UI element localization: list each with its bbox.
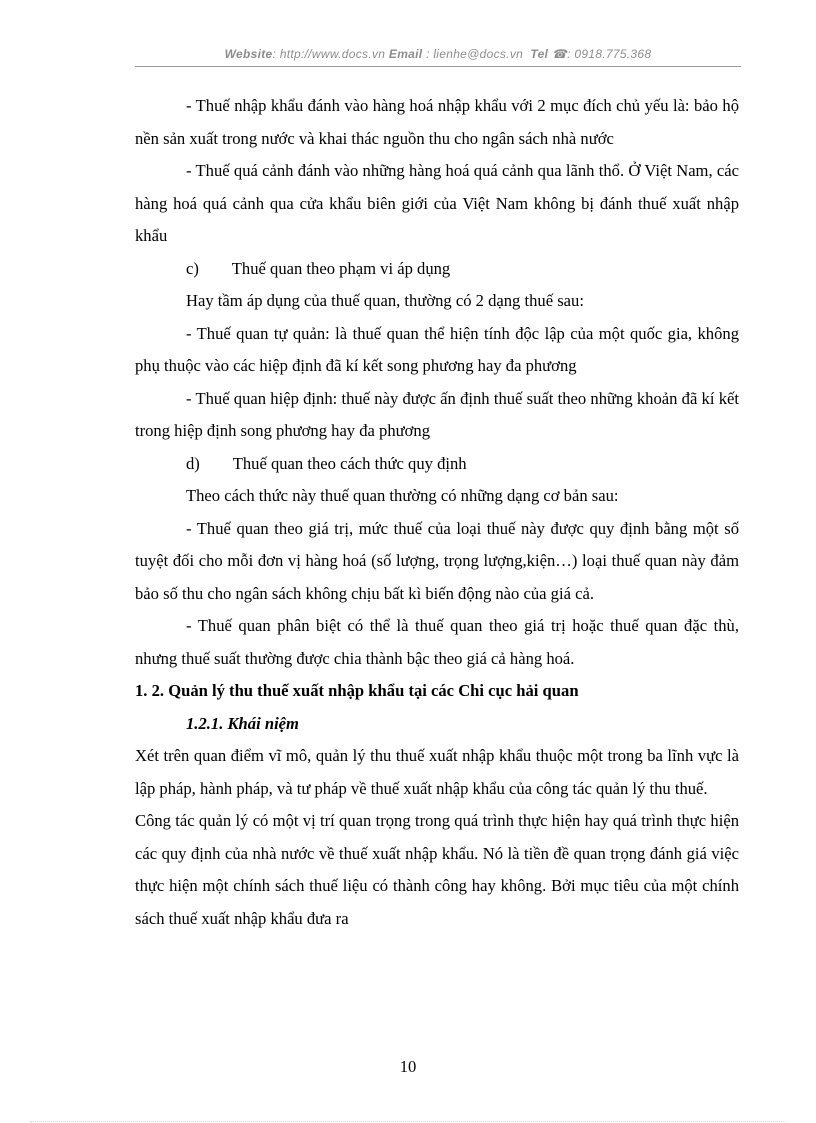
phone-icon: ☎ xyxy=(551,47,568,61)
paragraph: Công tác quản lý có một vị trí quan trọng trong quá trình thực hiện hay quá trình thực hiện các quy định của nhà nước về thuế xuất nhập khẩu. Nó là tiền đề quan trọng đánh giá việc thực hiện một chính sách thuế liệu có thành công hay không. Bởi mục tiêu của một chính sách thuế xuất nhập khẩu đưa ra xyxy=(135,811,739,928)
paragraph: - Thuế quan theo giá trị, mức thuế của loại thuế này được quy định bằng một số tuyệt đối cho mỗi đơn vị hàng hoá (số lượng, trọng lượng,kiện…) loại thuế quan này đảm bảo số thu cho ngân sách không chịu bất kì biến động nào của giá cả. xyxy=(135,518,739,603)
page-number: 10 xyxy=(399,1057,417,1076)
email-label: Email xyxy=(388,47,423,61)
paragraph: - Thuế quan phân biệt có thể là thuế quan theo giá trị hoặc thuế quan đặc thù, nhưng thuế suất thường được chia thành bậc theo giá cả hàng hoá. xyxy=(135,616,739,668)
paragraph: - Thuế quan tự quản: là thuế quan thể hiện tính độc lập của một quốc gia, không phụ thuộc vào các hiệp định đã kí kết song phương hay đa phương xyxy=(135,323,739,375)
website-value: : http://www.docs.vn xyxy=(272,47,386,61)
paragraph: c) Thuế quan theo phạm vi áp dụng xyxy=(186,258,451,278)
header-divider xyxy=(135,66,741,67)
page-header xyxy=(135,47,741,61)
paragraph: d) Thuế quan theo cách thức quy định xyxy=(186,453,467,473)
subsection-heading: 1.2.1. Khái niệm xyxy=(186,713,299,733)
section-heading: 1. 2. Quản lý thu thuế xuất nhập khẩu tại các Chi cục hải quan xyxy=(135,681,579,700)
paragraph: Theo cách thức này thuế quan thường có những dạng cơ bản sau: xyxy=(186,486,619,505)
website-label: Website xyxy=(224,47,273,61)
email-value: : lienhe@docs.vn xyxy=(426,47,524,61)
document-body xyxy=(135,90,739,935)
paragraph: - Thuế nhập khẩu đánh vào hàng hoá nhập khẩu với 2 mục đích chủ yếu là: bảo hộ nền sản xuất trong nước và khai thác nguồn thu cho ngân sách nhà nước xyxy=(135,96,739,148)
paragraph: Xét trên quan điểm vĩ mô, quản lý thu thuế xuất nhập khẩu thuộc một trong ba lĩnh vực là lập pháp, hành pháp, và tư pháp về thuế xuất nhập khẩu của công tác quản lý thu thuế. xyxy=(135,746,739,798)
footer-divider xyxy=(30,1121,786,1122)
paragraph: Hay tầm áp dụng của thuế quan, thường có 2 dạng thuế sau: xyxy=(186,291,584,310)
paragraph: - Thuế quan hiệp định: thuế này được ấn định thuế suất theo những khoản đã kí kết trong hiệp định song phương hay đa phương xyxy=(135,388,739,440)
paragraph: - Thuế quá cảnh đánh vào những hàng hoá quá cảnh qua lãnh thổ. Ở Việt Nam, các hàng hoá quá cảnh qua cửa khẩu biên giới của Việt Nam không bị đánh thuế xuất nhập khẩu xyxy=(135,161,739,245)
tel-label: Tel xyxy=(530,47,549,61)
tel-value: : 0918.775.368 xyxy=(567,47,652,61)
